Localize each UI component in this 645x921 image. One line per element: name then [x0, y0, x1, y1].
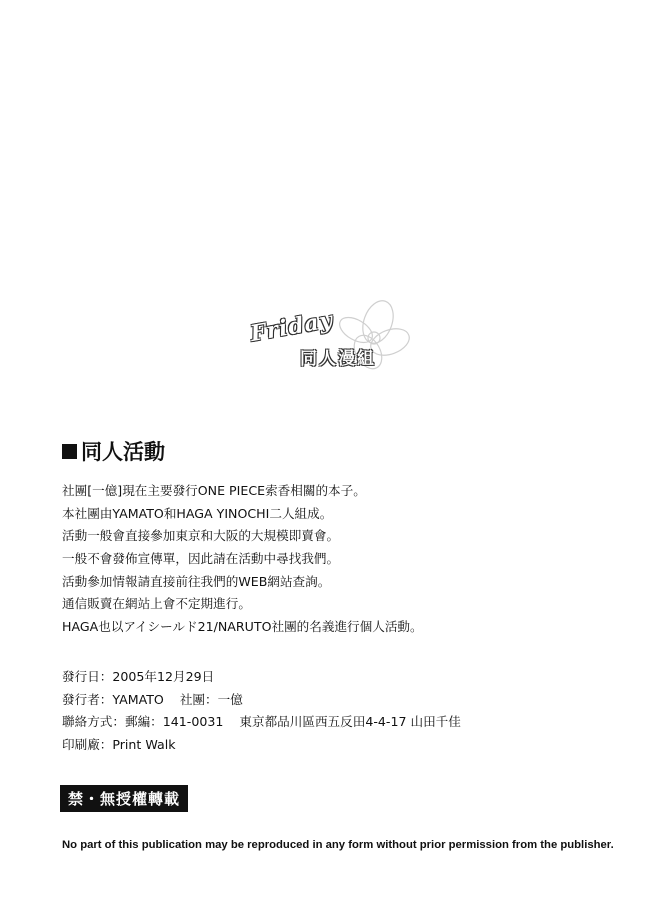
- logo-title-zh: 同人漫組: [300, 349, 376, 369]
- circle-name: 社團：一億: [179, 691, 243, 707]
- description-line: 一般不會發佈宣傳單，因此請在活動中尋找我們。: [62, 551, 340, 567]
- description-line: HAGA也以アイシールド21/NARUTO社團的名義進行個人活動。: [62, 619, 423, 635]
- printer: 印刷廠：Print Walk: [62, 736, 176, 752]
- description-line: 社團[一億]現在主要發行ONE PIECE索香相關的本子。: [62, 483, 366, 498]
- description-line: 本社團由YAMATO和HAGA YINOCHI二人組成。: [62, 505, 333, 521]
- description-line: 通信販賣在網站上會不定期進行。: [62, 596, 251, 612]
- section-title-text: 同人活動: [81, 440, 165, 464]
- contact-postcode: 聯絡方式：郵編：141-0031: [62, 714, 224, 729]
- no-reproduction-badge: 禁・無授權轉載: [60, 785, 188, 812]
- copyright-notice: No part of this publication may be reproduced in any form without prior permission from the publisher.: [62, 839, 614, 851]
- publication-info: [62, 666, 461, 756]
- circle-logo: [228, 292, 418, 382]
- logo-title-en: Friday: [248, 306, 336, 348]
- publisher-line: [62, 689, 461, 712]
- description-line: 活動參加情報請直接前往我們的WEB網站查詢。: [62, 573, 331, 589]
- section-heading: [62, 436, 165, 466]
- contact-address: 東京都品川區西五反田4-4-17 山田千佳: [239, 714, 461, 729]
- activity-description: [62, 480, 423, 639]
- description-line: 活動一般會直接參加東京和大阪的大規模即賣會。: [62, 528, 340, 544]
- publisher: 發行者：YAMATO: [62, 691, 164, 707]
- square-bullet-icon: [62, 444, 77, 459]
- issue-date: 發行日：2005年12月29日: [62, 669, 215, 684]
- contact-line: [62, 711, 461, 734]
